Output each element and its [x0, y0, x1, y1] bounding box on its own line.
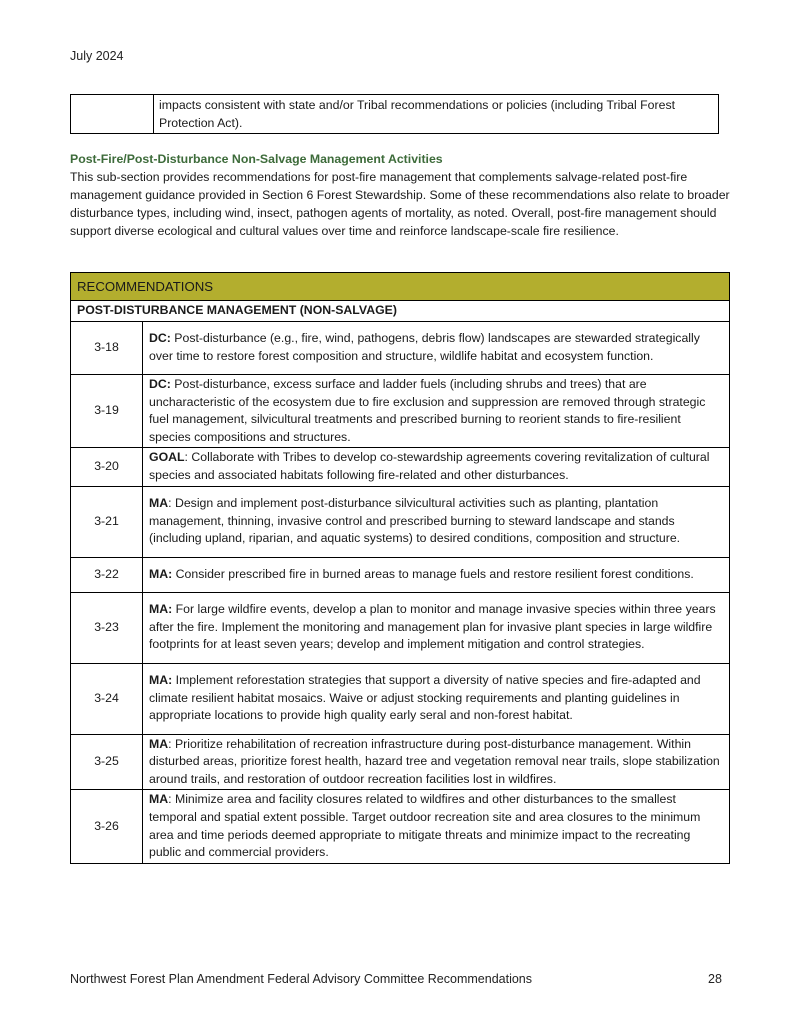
- page-number: 28: [708, 972, 722, 986]
- table-row: [71, 663, 730, 734]
- rec-id: 3-22: [71, 557, 143, 592]
- continued-table: [70, 94, 719, 134]
- rec-text: [143, 557, 730, 592]
- rec-text: [143, 790, 730, 863]
- rec-prefix: MA:: [149, 673, 173, 688]
- rec-id: 3-24: [71, 663, 143, 734]
- recommendations-table: [70, 272, 730, 864]
- table-row: [71, 375, 730, 448]
- continued-row-text: impacts consistent with state and/or Tribal recommendations or policies (including Tribal Forest Protection Act).: [154, 95, 719, 134]
- rec-id: 3-26: [71, 790, 143, 863]
- rec-prefix: GOAL: [149, 450, 185, 465]
- rec-id: 3-21: [71, 486, 143, 557]
- footer-title: Northwest Forest Plan Amendment Federal Advisory Committee Recommendations: [70, 972, 532, 986]
- rec-prefix: MA: [149, 496, 169, 511]
- rec-body: : Prioritize rehabilitation of recreation infrastructure during post-disturbance management. Within disturbed areas, prioritize forest health, hazard tree and vegetation removal near trails, slope stabilization around trails, and restoration of outdoor recreation facilities lost in wildfires.: [149, 736, 720, 786]
- table-subheading-row: [71, 301, 730, 322]
- table-row: [71, 557, 730, 592]
- table-row: [71, 592, 730, 663]
- rec-prefix: MA: [149, 736, 169, 751]
- table-row: [71, 790, 730, 863]
- rec-text: [143, 322, 730, 375]
- rec-body: : Minimize area and facility closures related to wildfires and other disturbances to the smallest temporal and spatial extent possible. Target outdoor recreation site and area closures to the minimum area and time periods deemed appropriate to mitigate threats and minimize impact to the recreating public and commercial providers.: [149, 792, 701, 860]
- rec-id: 3-23: [71, 592, 143, 663]
- rec-prefix: DC:: [149, 331, 171, 346]
- table-row: [71, 448, 730, 486]
- rec-body: Post-disturbance (e.g., fire, wind, pathogens, debris flow) landscapes are stewarded strategically over time to restore forest composition and structure, wildlife habitat and ecosystem function.: [149, 331, 700, 363]
- table-row: [71, 734, 730, 790]
- rec-prefix: MA:: [149, 566, 173, 581]
- rec-prefix: MA:: [149, 602, 173, 617]
- rec-text: [143, 734, 730, 790]
- table-row: [71, 322, 730, 375]
- rec-body: : Collaborate with Tribes to develop co-stewardship agreements covering revitalization of cultural species and associated habitats following fire-related and other disturbances.: [149, 450, 710, 482]
- rec-text: [143, 663, 730, 734]
- section-heading: Post-Fire/Post-Disturbance Non-Salvage Management Activities: [70, 152, 443, 166]
- rec-body: : Design and implement post-disturbance silvicultural activities such as planting, plantation management, thinning, invasive control and prescribed burning to steward landscape and stands (including upland, riparian, and aquatic systems) to desired conditions, composition and structure.: [149, 496, 681, 546]
- rec-body: Consider prescribed fire in burned areas to manage fuels and restore resilient forest conditions.: [172, 566, 694, 581]
- rec-text: [143, 592, 730, 663]
- rec-prefix: DC:: [149, 377, 171, 391]
- rec-id: 3-25: [71, 734, 143, 790]
- section-intro: This sub-section provides recommendations for post-fire management that complements salvage-related post-fire management guidance provided in Section 6 Forest Stewardship. Some of these recommendations also relate to broader disturbance types, including wind, insect, pathogen agents of mortality, as noted. Overall, post-fire management should support diverse ecological and cultural values over time and reinforce landscape-scale fire resilience.: [70, 170, 730, 238]
- table-banner: RECOMMENDATIONS: [71, 273, 730, 301]
- rec-id: 3-20: [71, 448, 143, 486]
- continued-row-id: [71, 95, 154, 134]
- rec-text: [143, 375, 730, 448]
- rec-prefix: MA: [149, 792, 169, 807]
- rec-id: 3-18: [71, 322, 143, 375]
- table-subheading: POST-DISTURBANCE MANAGEMENT (NON-SALVAGE): [71, 301, 730, 322]
- rec-id: 3-19: [71, 375, 143, 448]
- rec-body: For large wildfire events, develop a plan to monitor and manage invasive species within three years after the fire. Implement the monitoring and management plan for invasive plant species in large wildfire footprints for at least seven years; develop and implement mitigation and control strategies.: [149, 602, 716, 652]
- table-banner-row: [71, 273, 730, 301]
- rec-body: Implement reforestation strategies that support a diversity of native species and fire-adapted and climate resilient habitat mosaics. Waive or adjust stocking requirements and planting guidelines in appropriate locations to provide high quality early seral and non-forest habitat.: [149, 673, 701, 723]
- rec-text: [143, 448, 730, 486]
- table-row: [71, 486, 730, 557]
- rec-body: Post-disturbance, excess surface and ladder fuels (including shrubs and trees) that are uncharacteristic of the ecosystem due to fire exclusion and suppression are removed through strategic fuel management, silvicultural treatments and prescribed burning to reorient stands to fire-resilient species compositions and structures.: [149, 377, 706, 444]
- header-date: July 2024: [70, 49, 124, 63]
- table-row: [71, 95, 719, 134]
- rec-text: [143, 486, 730, 557]
